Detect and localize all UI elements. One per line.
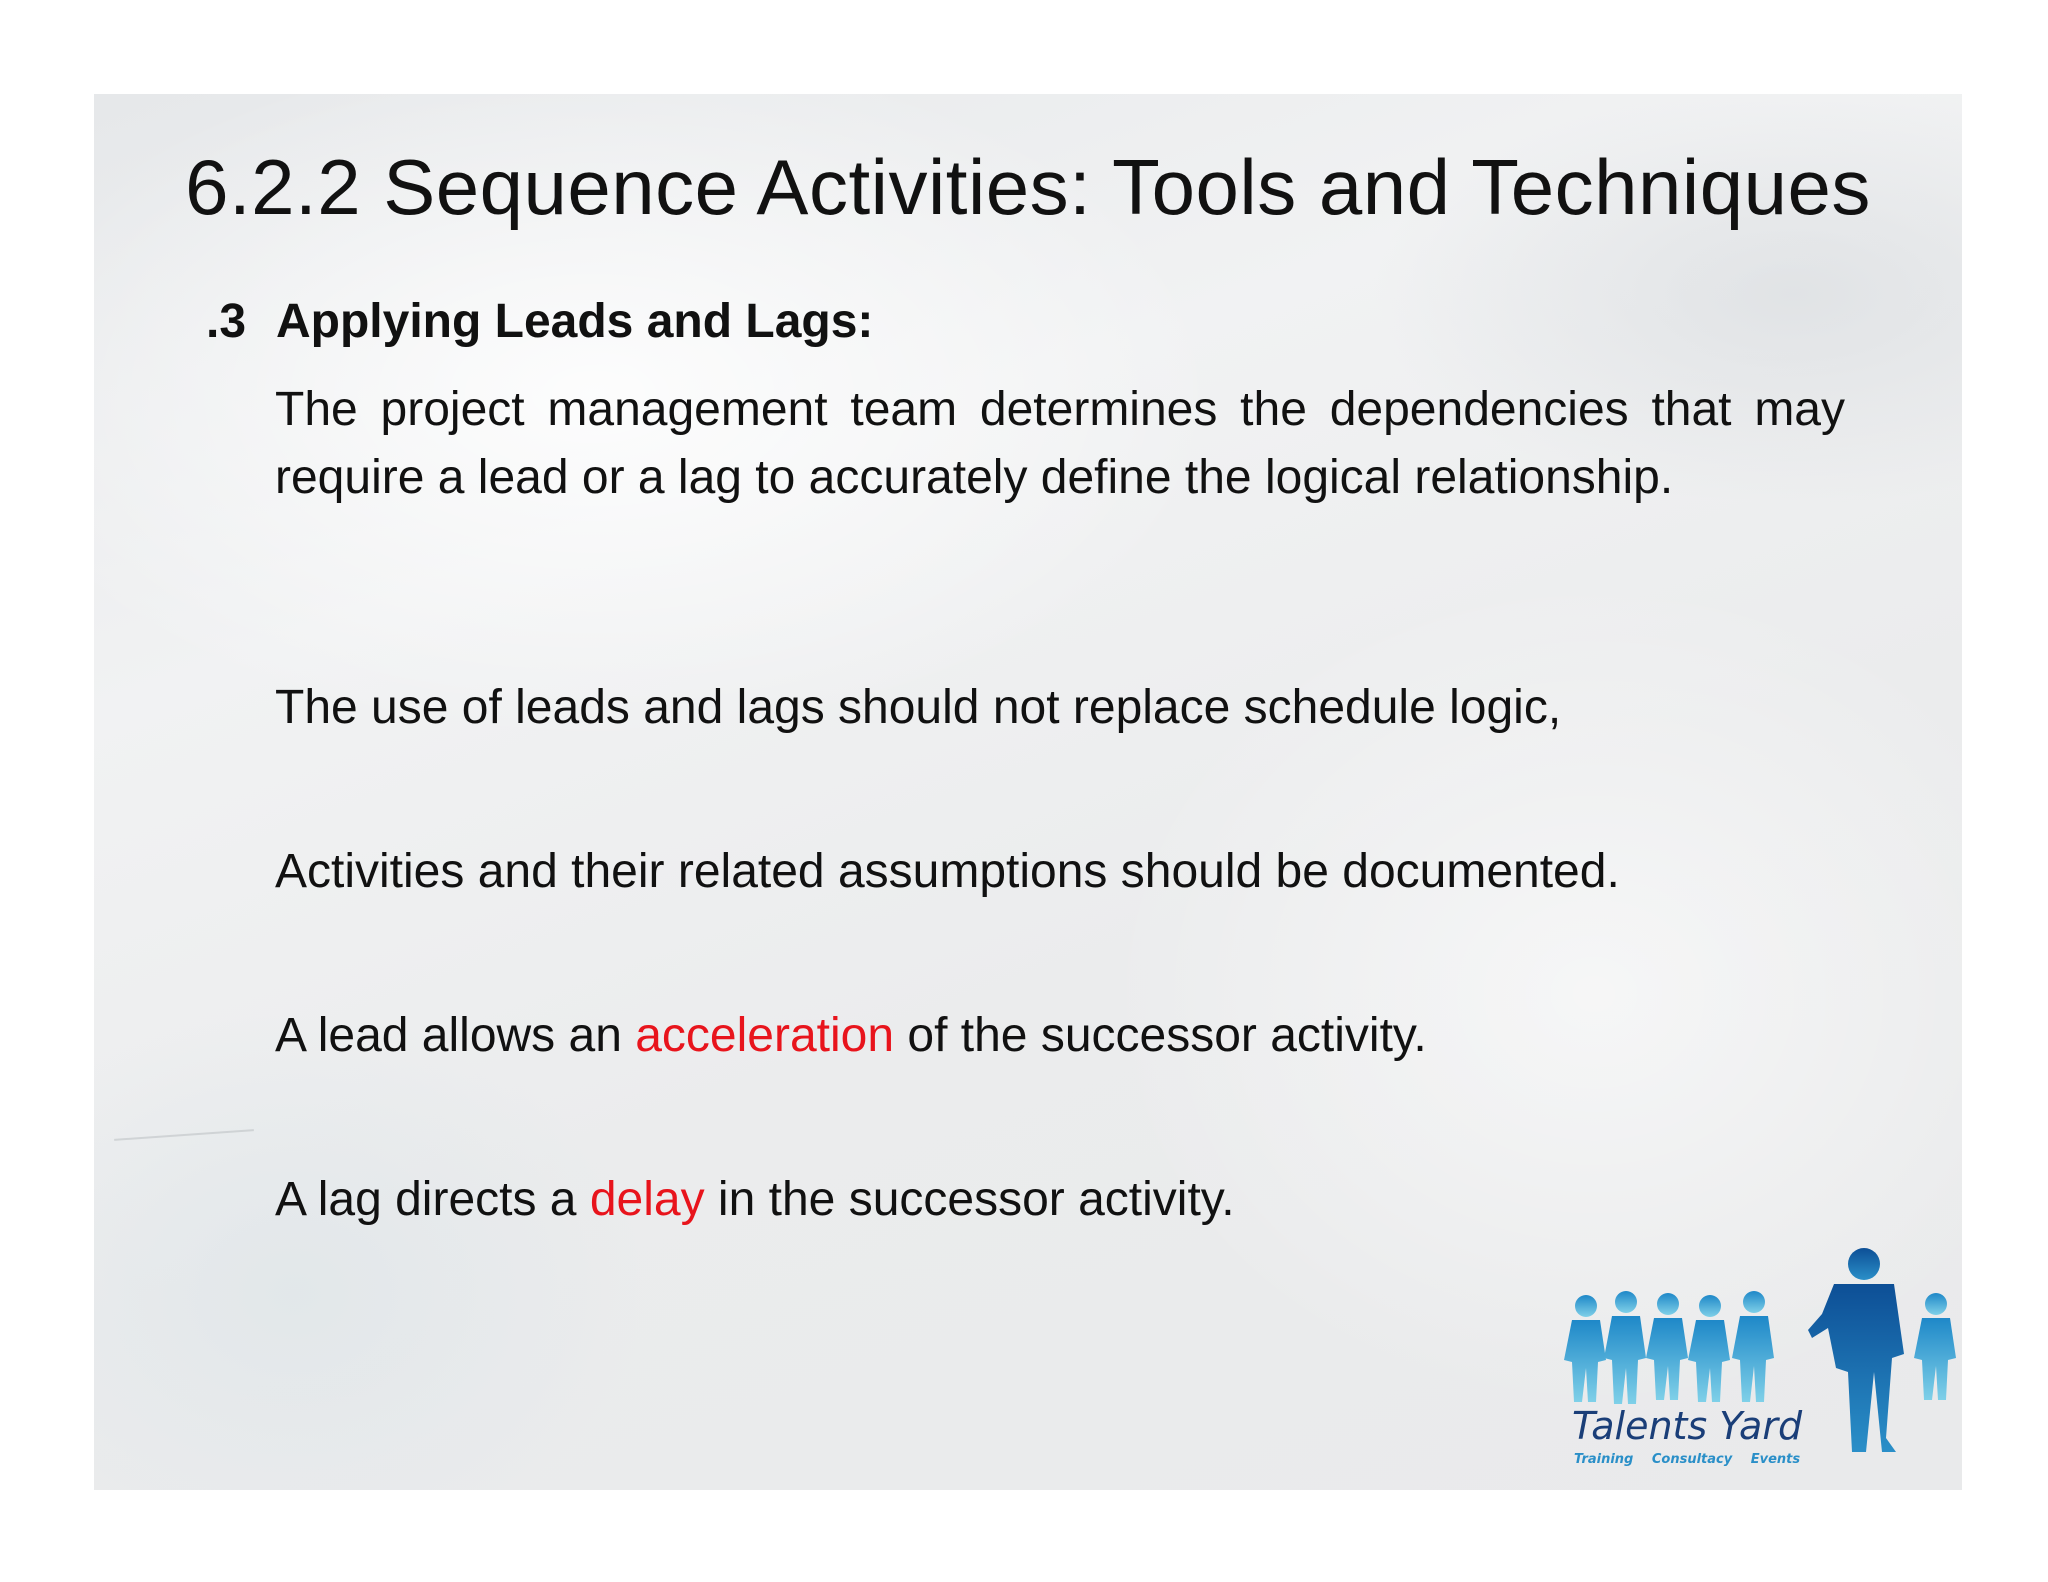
paragraph-assumptions: Activities and their related assumptions should be documented. <box>275 845 1620 898</box>
paragraph-schedule-logic: The use of leads and lags should not replace schedule logic, <box>275 681 1562 734</box>
logo-name: Talents Yard <box>1572 1404 1803 1448</box>
section-number: .3 <box>206 295 247 348</box>
section-heading <box>206 294 873 349</box>
lag-text-before: A lag directs a <box>275 1173 590 1226</box>
slide-title: 6.2.2 Sequence Activities: Tools and Techniques <box>185 143 1871 231</box>
background-streak <box>114 1129 254 1141</box>
paragraph-dependencies: The project management team determines the dependencies that may require a lead or a lag to accurately define the logical relationship. <box>275 383 1845 504</box>
lead-text-after: of the successor activity. <box>894 1009 1427 1062</box>
lead-highlight: acceleration <box>635 1009 895 1062</box>
lead-text-before: A lead allows an <box>275 1009 636 1062</box>
slide <box>94 94 1962 1490</box>
section-heading-text: Applying Leads and Lags: <box>276 295 874 348</box>
lag-highlight: delay <box>589 1173 705 1226</box>
lag-text-after: in the successor activity. <box>704 1173 1235 1226</box>
paragraph-lead <box>275 1002 1845 1070</box>
logo-tagline: Training Consultacy Events <box>1574 1452 1801 1467</box>
paragraph-lag <box>275 1166 1845 1234</box>
